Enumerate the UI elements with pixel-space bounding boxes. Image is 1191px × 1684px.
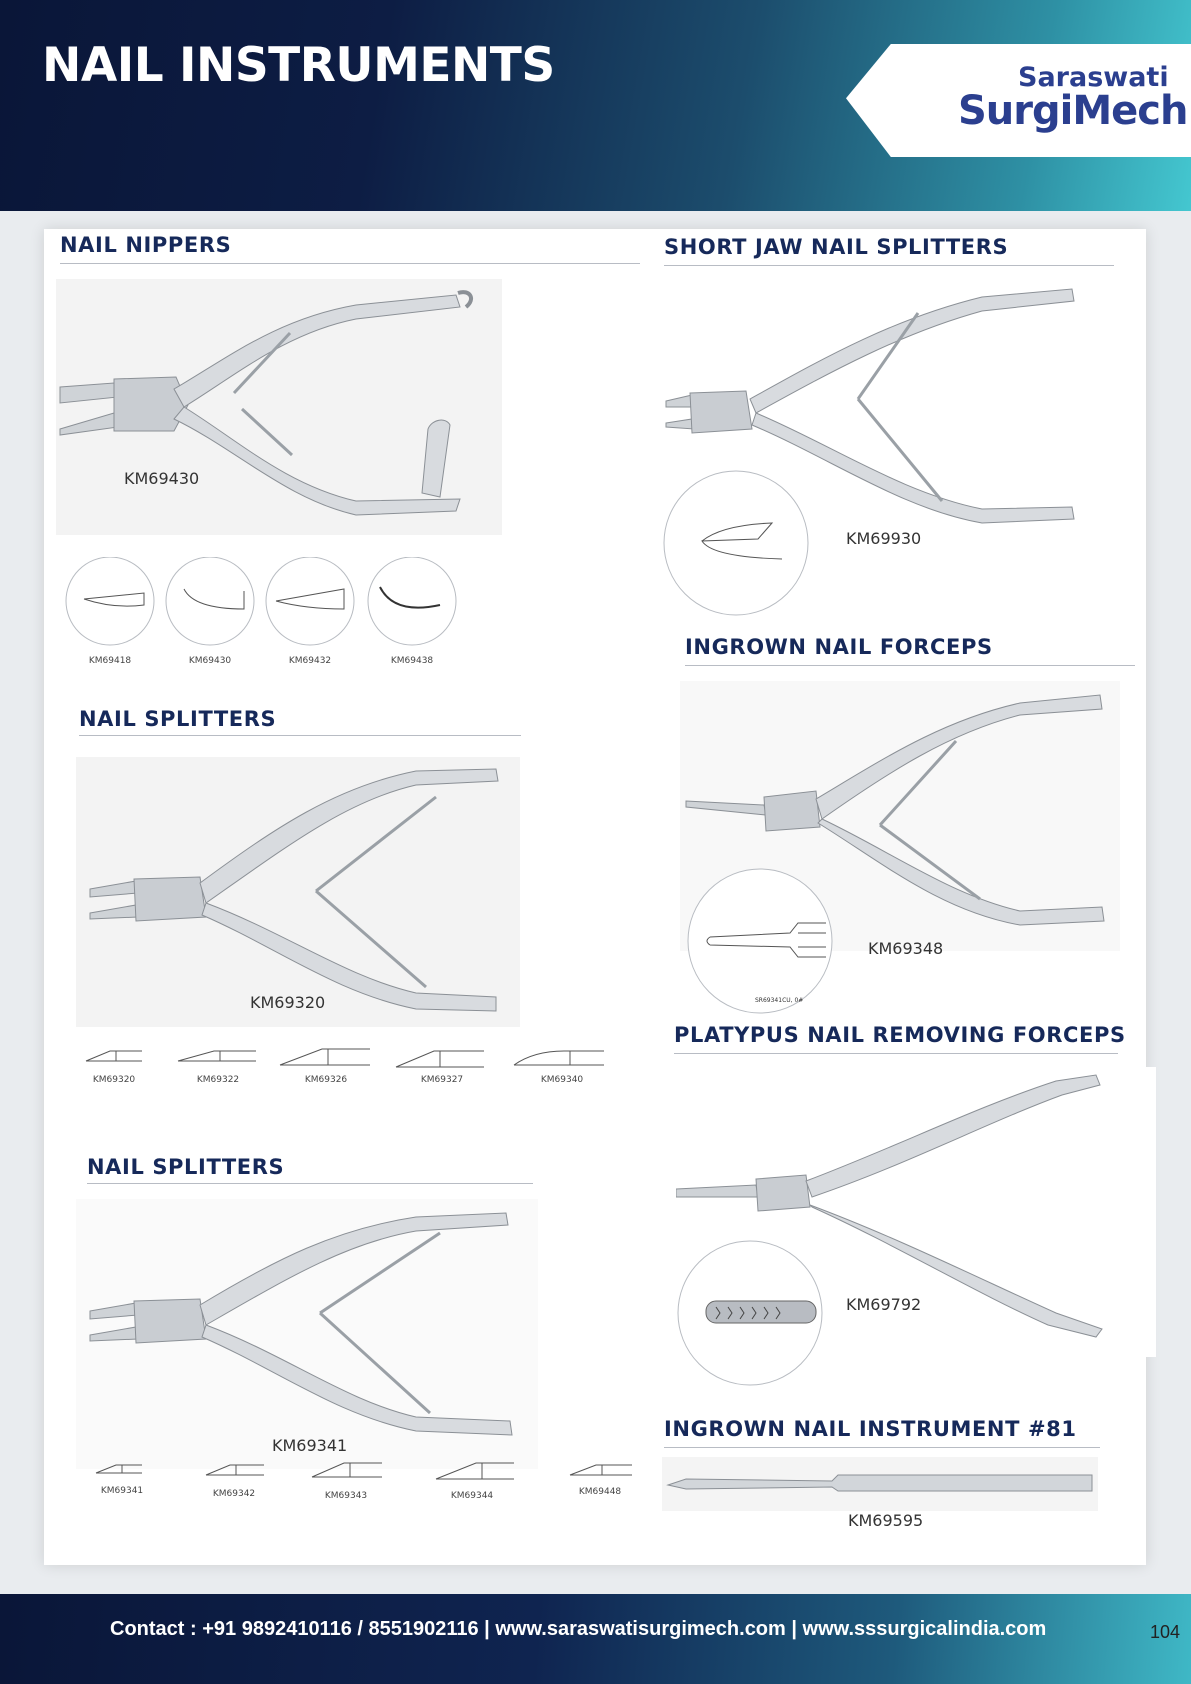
tip-code: KM69430 xyxy=(188,656,232,666)
tip-circle xyxy=(66,557,154,645)
product-code: KM69595 xyxy=(848,1511,924,1530)
detail-note: SR69341CU, 0# xyxy=(755,997,804,1004)
tip-profile xyxy=(178,1051,256,1061)
tip-code: KM69322 xyxy=(196,1075,240,1085)
nail-splitter-tip-variants xyxy=(44,1039,624,1079)
tip-profile xyxy=(570,1465,632,1475)
nail-splitter-photo xyxy=(76,757,520,1027)
tip-circle xyxy=(266,557,354,645)
product-code: KM69320 xyxy=(250,993,326,1012)
product-code: KM69348 xyxy=(868,939,944,958)
tip-code: KM69448 xyxy=(578,1487,622,1497)
nail-nipper-illustration xyxy=(56,279,502,535)
section-divider xyxy=(674,1053,1118,1054)
tip-profile xyxy=(96,1465,142,1473)
section-title-platypus-nail-removing-forceps: PLATYPUS NAIL REMOVING FORCEPS xyxy=(674,1023,1126,1047)
section-title-ingrown-nail-instrument: INGROWN NAIL INSTRUMENT #81 xyxy=(664,1417,1077,1441)
section-title-nail-nippers: NAIL NIPPERS xyxy=(60,233,232,257)
tip-code: KM69342 xyxy=(212,1489,256,1499)
tip-profile xyxy=(206,1465,264,1475)
nail-splitter-illustration xyxy=(76,1199,538,1469)
tip-code: KM69418 xyxy=(88,656,132,666)
tip-profile xyxy=(312,1463,382,1477)
contact-info: Contact : +91 9892410116 / 8551902116 | www.saraswatisurgimech.com | www.sssurgicalindia.com xyxy=(110,1618,1047,1640)
section-title-nail-splitters: NAIL SPLITTERS xyxy=(79,707,277,731)
tip-code: KM69326 xyxy=(304,1075,348,1085)
tip-code: KM69341 xyxy=(100,1486,144,1496)
page-title: NAIL INSTRUMENTS xyxy=(42,38,555,93)
logo-text-surgimech: SurgiMech xyxy=(958,88,1188,134)
section-title-ingrown-nail-forceps: INGROWN NAIL FORCEPS xyxy=(685,635,993,659)
tip-profile xyxy=(86,1051,142,1061)
tip-profile xyxy=(280,1049,370,1065)
product-code: KM69930 xyxy=(846,529,922,548)
product-code: KM69430 xyxy=(124,469,200,488)
tip-code: KM69344 xyxy=(450,1491,494,1501)
section-title-nail-splitters: NAIL SPLITTERS xyxy=(87,1155,285,1179)
tip-code: KM69320 xyxy=(92,1075,136,1085)
tip-profile xyxy=(514,1051,604,1065)
tip-detail-circle xyxy=(686,867,836,1017)
tip-profile xyxy=(436,1463,514,1479)
tip-profile xyxy=(396,1051,484,1067)
section-title-short-jaw-nail-splitters: SHORT JAW NAIL SPLITTERS xyxy=(664,235,1009,259)
logo-text-saraswati: Saraswati xyxy=(1018,62,1169,93)
section-divider xyxy=(79,735,521,736)
section-divider xyxy=(664,265,1114,266)
page-number: 104 xyxy=(1150,1622,1181,1642)
nail-nipper-tip-variants xyxy=(44,557,484,652)
tip-code: KM69438 xyxy=(390,656,434,666)
section-divider xyxy=(60,263,640,264)
ingrown-instrument-photo xyxy=(662,1457,1098,1511)
tip-code: KM69432 xyxy=(288,656,332,666)
section-divider xyxy=(87,1183,533,1184)
ingrown-instrument-illustration xyxy=(662,1457,1098,1511)
section-divider xyxy=(664,1447,1100,1448)
page-header xyxy=(0,0,1191,211)
nail-splitter-illustration xyxy=(76,757,520,1027)
section-divider xyxy=(685,665,1135,666)
tip-detail-circle xyxy=(662,469,812,619)
product-code: KM69792 xyxy=(846,1295,922,1314)
tip-code: KM69343 xyxy=(324,1491,368,1501)
tip-code: KM69327 xyxy=(420,1075,464,1085)
tip-code: KM69340 xyxy=(540,1075,584,1085)
product-code: KM69341 xyxy=(272,1436,348,1455)
brand-logo xyxy=(846,44,1191,157)
catalog-panel xyxy=(44,229,1146,1565)
tip-circle xyxy=(368,557,456,645)
tip-circle xyxy=(166,557,254,645)
nail-splitter-photo xyxy=(76,1199,538,1469)
nail-nipper-photo xyxy=(56,279,502,535)
nail-splitter-tip-variants xyxy=(44,1451,644,1491)
tip-detail-circle xyxy=(676,1239,826,1389)
page-footer xyxy=(0,1594,1191,1684)
